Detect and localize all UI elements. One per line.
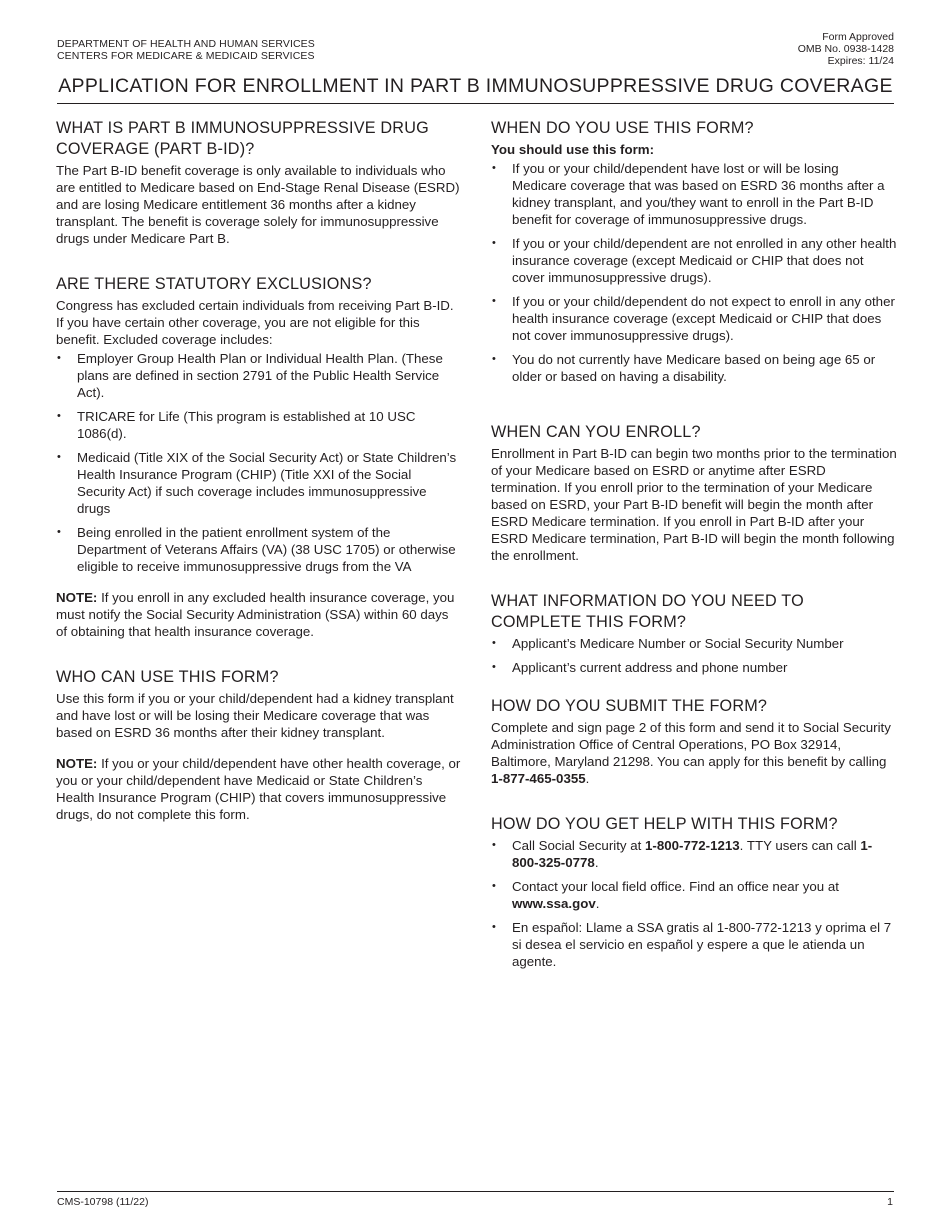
list-item: • You do not currently have Medicare based on being age 65 or older or based on having a disability. [491,351,897,385]
section-heading: WHO CAN USE THIS FORM? [56,668,279,686]
section-when-use [491,118,897,385]
section-body: Enrollment in Part B-ID can begin two months prior to the termination of your Medicare based on ESRD or anytime after ESRD termination. If you enroll prior to the termination of your Medicare based on ESRD, your Part B-ID benefit will begin the month after ESRD Medicare termination. If you enroll in Part B-ID after your ESRD Medicare termination, Part B-ID will begin the month following the enrollment. [491,446,897,563]
form-id: CMS-10798 (11/22) [57,1196,149,1208]
list-item: • Being enrolled in the patient enrollment system of the Department of Veterans Affairs (VA) (38 USC 1705) or otherwise eligible to receive immunosuppressive drugs from the VA [56,524,461,575]
page-title: APPLICATION FOR ENROLLMENT IN PART B IMMUNOSUPPRESSIVE DRUG COVERAGE [57,74,894,104]
punctuation: . [595,896,600,911]
section-when-enroll [491,422,897,564]
footer-divider [57,1191,894,1192]
list-item: • Applicant’s current address and phone number [491,659,897,676]
submit-text: Complete and sign page 2 of this form and send it to Social Security Administration Office of Central Operations, PO Box 32914, Baltimore, Maryland 21298. You can apply for this benefit by calling [491,720,891,769]
tty-phone: 1-800-325-0778 [512,838,873,870]
punctuation: . [585,771,590,786]
note-label: NOTE: [56,590,98,605]
exclusion-note [56,589,461,640]
omb-block [798,31,894,67]
expiration-date: Expires: 11/24 [827,55,894,67]
list-item: • En español: Llame a SSA gratis al 1-800-772-1213 y oprima el 7 si desea el servicio en español y espere a que le atienda un agente. [491,919,897,970]
info-list [491,635,897,676]
list-item: • If you or your child/dependent have lost or will be losing Medicare coverage that was based on ESRD 36 months after a kidney transplant, and you/they want to enroll in the Part B-ID benefit for coverage of immunosuppressive drugs. [491,160,897,228]
list-item [491,878,897,912]
list-item: • Employer Group Health Plan or Individual Health Plan. (These plans are defined in section 2791 of the Public Health Service Act). [56,350,461,401]
section-help [491,814,897,970]
section-info-needed [491,591,897,676]
office-text: Contact your local field office. Find an office near you at [512,879,839,894]
subheading: You should use this form: [491,142,655,157]
list-item: • Medicaid (Title XIX of the Social Security Act) or State Children’s Health Insurance Program (CHIP) (Title XXI of the Social Security Act) if such coverage includes immunosuppressive drugs [56,449,461,517]
list-item: • Applicant’s Medicare Number or Social Security Number [491,635,897,652]
tty-text: . TTY users can call [739,838,861,853]
agency-header [57,38,315,62]
list-item: • If you or your child/dependent do not expect to enroll in any other health insurance coverage (except Medicaid or CHIP that does not cover immunosuppressive drugs). [491,293,897,344]
section-heading: WHEN CAN YOU ENROLL? [491,423,701,441]
section-body: Use this form if you or your child/dependent had a kidney transplant and have lost or will be losing their Medicare coverage that was based on ESRD 36 months after their kidney transplant. [56,691,454,740]
note-text: If you or your child/dependent have other health coverage, or you or your child/dependent have Medicaid or State Children’s Health Insurance Program (CHIP) that covers immunosuppressive drugs, do not complete this form. [56,756,461,822]
ssa-phone: 1-800-772-1213 [645,838,740,853]
section-heading: HOW DO YOU GET HELP WITH THIS FORM? [491,815,838,833]
punctuation: . [594,855,599,870]
section-exclusions [56,274,461,640]
exclusion-list [56,350,461,575]
section-heading: WHAT IS PART B IMMUNOSUPPRESSIVE DRUG COVERAGE (PART B-ID)? [56,119,429,158]
section-heading: WHEN DO YOU USE THIS FORM? [491,119,754,137]
left-column [56,118,461,850]
section-heading: HOW DO YOU SUBMIT THE FORM? [491,697,768,715]
form-approved: Form Approved [822,31,894,43]
note-text: If you enroll in any excluded health insurance coverage, you must notify the Social Security Administration (SSA) within 60 days of obtaining that health insurance coverage. [56,590,455,639]
list-item [491,837,897,871]
section-who [56,667,461,823]
section-body [491,719,897,787]
list-item: • If you or your child/dependent are not enrolled in any other health insurance coverage (except Medicaid or CHIP that does not cover immunosuppressive drugs). [491,235,897,286]
section-heading: ARE THERE STATUTORY EXCLUSIONS? [56,275,372,293]
section-body: The Part B-ID benefit coverage is only available to individuals who are entitled to Medicare based on End-Stage Renal Disease (ESRD) and are losing Medicare entitlement 36 months after a kidney transplant. The benefit is coverage solely for immunosuppressive drugs under Medicare Part B. [56,163,460,246]
note-label: NOTE: [56,756,98,771]
ssa-website: www.ssa.gov [512,896,596,911]
centers-name: CENTERS FOR MEDICARE & MEDICAID SERVICES [57,50,315,62]
page-number: 1 [887,1196,893,1208]
section-what-is [56,118,461,247]
help-list [491,837,897,970]
list-item: • TRICARE for Life (This program is established at 10 USC 1086(d). [56,408,461,442]
right-column [491,118,897,997]
who-note [56,755,461,823]
section-heading: WHAT INFORMATION DO YOU NEED TO COMPLETE THIS FORM? [491,592,804,631]
section-body: Congress has excluded certain individuals from receiving Part B-ID. If you have certain other coverage, you are not eligible for this benefit. Excluded coverage includes: [56,298,454,347]
omb-number: OMB No. 0938-1428 [797,43,894,55]
call-text: Call Social Security at [512,838,646,853]
apply-phone: 1-877-465-0355 [491,771,586,786]
department-name: DEPARTMENT OF HEALTH AND HUMAN SERVICES [57,38,315,50]
section-submit [491,696,897,787]
when-use-list [491,160,897,385]
